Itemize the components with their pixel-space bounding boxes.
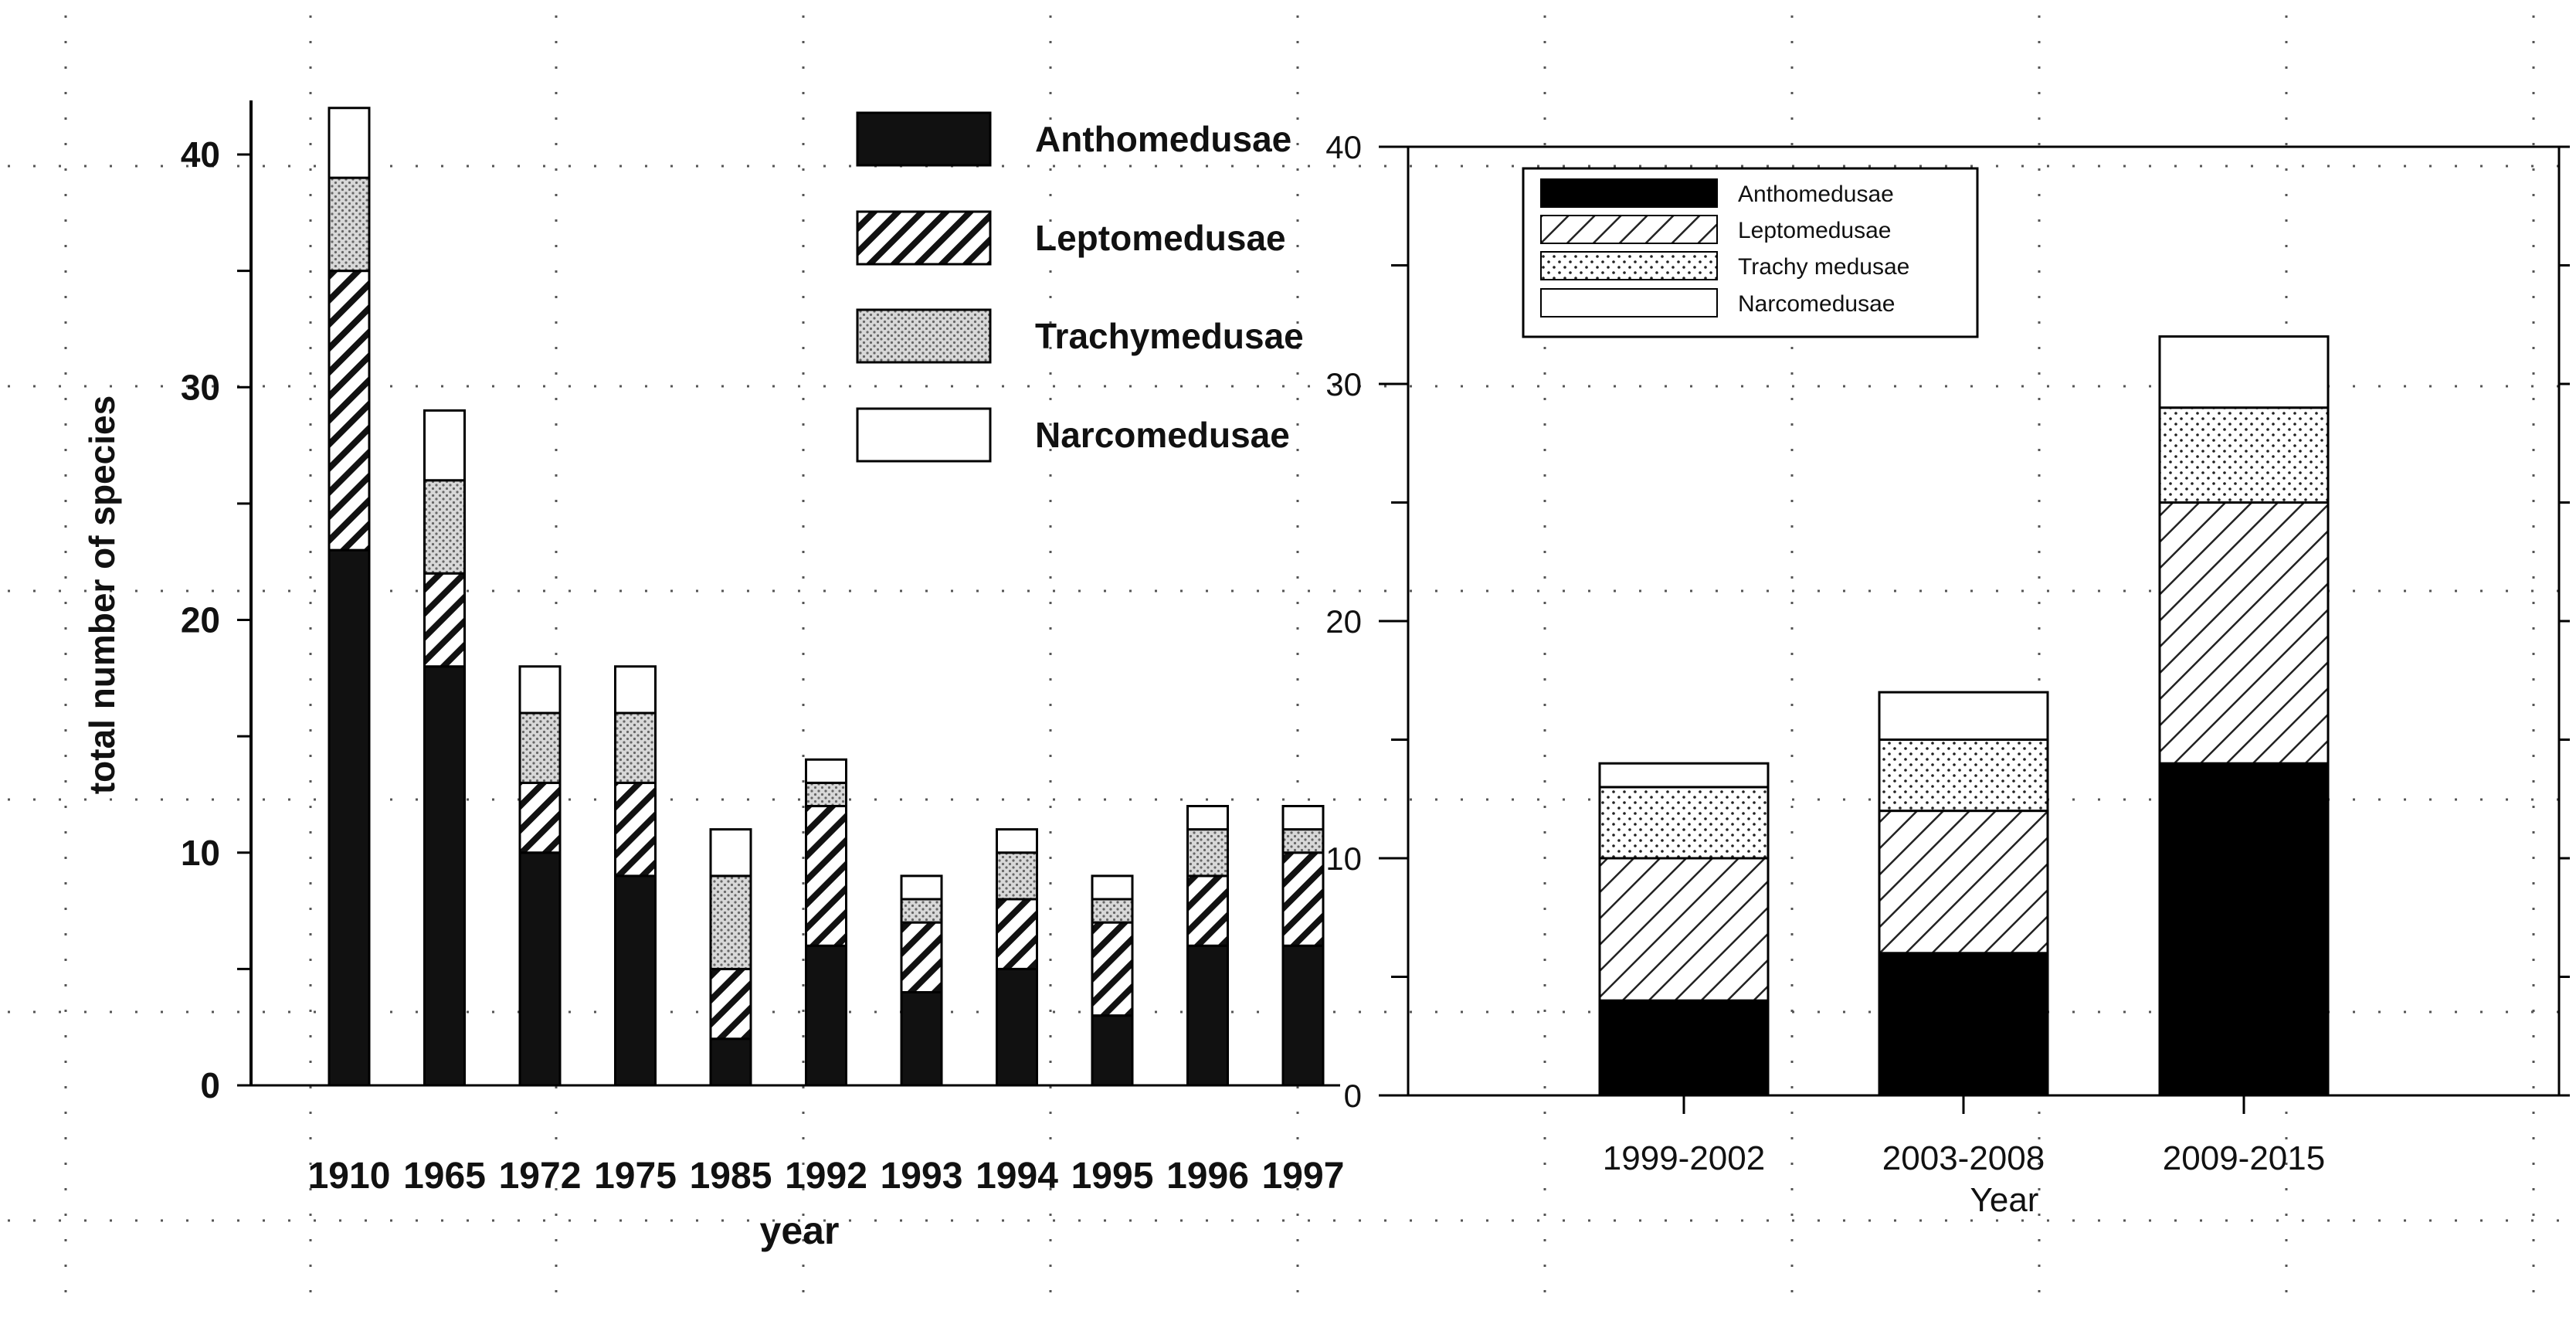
right-legend-label-trachy-medusae: Trachy medusae: [1738, 254, 1910, 280]
left-bar-1997-anthomedusae: [1283, 946, 1323, 1085]
left-bar-1910-leptomedusae: [329, 271, 369, 551]
left-bar-1995-leptomedusae: [1092, 922, 1132, 1016]
left-y-tick-label-0: 0: [200, 1065, 220, 1105]
left-bar-1997-narcomedusae: [1283, 806, 1323, 830]
left-x-tick-label-1996: 1996: [1166, 1156, 1249, 1197]
left-bar-1992-leptomedusae: [806, 806, 847, 946]
left-x-tick-label-1965: 1965: [403, 1156, 486, 1197]
right-x-tick-label-2003-2008: 2003-2008: [1882, 1139, 2045, 1177]
left-bar-1972-anthomedusae: [520, 853, 560, 1085]
left-bar-1910-narcomedusae: [329, 108, 369, 178]
left-bar-1996-leptomedusae: [1188, 876, 1228, 946]
left-legend-swatch-narcomedusae: [857, 409, 990, 461]
left-bar-1975-anthomedusae: [616, 876, 656, 1085]
left-bar-1992-anthomedusae: [806, 946, 847, 1085]
right-legend-label-narcomedusae: Narcomedusae: [1738, 291, 1896, 317]
left-legend-swatch-anthomedusae: [857, 113, 990, 165]
left-x-tick-labels: [308, 1156, 1345, 1197]
left-bar-1965-narcomedusae: [425, 410, 465, 480]
left-bar-1910-anthomedusae: [329, 550, 369, 1085]
right-bar-1999-2002-anthomedusae: [1600, 1000, 1768, 1095]
left-bar-1985-narcomedusae: [711, 830, 751, 876]
left-bar-1992-trachymedusae: [806, 783, 847, 806]
right-bar-1999-2002-leptomedusae: [1600, 858, 1768, 1000]
right-x-tick-label-1999-2002: 1999-2002: [1602, 1139, 1766, 1177]
right-legend-swatch-anthomedusae: [1541, 179, 1717, 207]
chart-right-panel: [1325, 129, 2570, 1219]
right-bar-2009-2015-narcomedusae: [2160, 337, 2328, 408]
left-bar-1995-anthomedusae: [1092, 1016, 1132, 1085]
left-x-tick-label-1972: 1972: [498, 1156, 582, 1197]
left-bar-1996-narcomedusae: [1188, 806, 1228, 830]
right-x-tick-label-2009-2015: 2009-2015: [2162, 1139, 2326, 1177]
left-bar-1993-leptomedusae: [901, 922, 942, 992]
left-x-tick-label-1975: 1975: [594, 1156, 677, 1197]
left-bar-1995-narcomedusae: [1092, 876, 1132, 899]
left-bar-1972-trachymedusae: [520, 713, 560, 783]
left-legend-label-trachymedusae: Trachymedusae: [1035, 316, 1304, 356]
left-bar-1985-leptomedusae: [711, 969, 751, 1038]
right-legend-label-anthomedusae: Anthomedusae: [1738, 182, 1894, 207]
left-bar-1994-trachymedusae: [997, 853, 1037, 899]
right-bar-2009-2015-trachy-medusae: [2160, 408, 2328, 503]
left-bar-1965-leptomedusae: [425, 573, 465, 667]
left-x-tick-label-1993: 1993: [880, 1156, 963, 1197]
left-bar-1975-leptomedusae: [616, 783, 656, 876]
right-legend-swatch-narcomedusae: [1541, 289, 1717, 317]
right-x-axis-title: Year: [1970, 1181, 2039, 1219]
right-y-tick-label-30: 30: [1325, 366, 1362, 402]
right-y-tick-label-0: 0: [1343, 1078, 1362, 1114]
left-bar-1997-leptomedusae: [1283, 853, 1323, 946]
left-bar-1965-anthomedusae: [425, 667, 465, 1085]
left-legend-label-anthomedusae: Anthomedusae: [1035, 119, 1292, 159]
left-y-tick-label-40: 40: [180, 134, 220, 175]
left-y-tick-label-20: 20: [180, 599, 220, 640]
left-bar-1995-trachymedusae: [1092, 899, 1132, 922]
left-x-tick-label-1995: 1995: [1071, 1156, 1154, 1197]
left-bar-1975-narcomedusae: [616, 667, 656, 713]
right-bar-2003-2008-trachy-medusae: [1879, 740, 2048, 811]
left-x-tick-label-1910: 1910: [307, 1156, 391, 1197]
left-legend-swatch-trachymedusae: [857, 310, 990, 362]
left-legend-label-narcomedusae: Narcomedusae: [1035, 415, 1290, 455]
left-bar-1996-trachymedusae: [1188, 830, 1228, 876]
right-bar-2009-2015-anthomedusae: [2160, 763, 2328, 1095]
right-legend-label-leptomedusae: Leptomedusae: [1738, 218, 1892, 243]
left-x-axis-title: year: [759, 1209, 840, 1252]
left-bar-1997-trachymedusae: [1283, 830, 1323, 853]
left-bar-1994-leptomedusae: [997, 899, 1037, 969]
left-y-ticks: [181, 134, 251, 1105]
left-bar-1910-trachymedusae: [329, 178, 369, 271]
right-bar-2003-2008-anthomedusae: [1879, 953, 2048, 1095]
left-bar-1972-narcomedusae: [520, 667, 560, 713]
left-bar-1985-trachymedusae: [711, 876, 751, 969]
left-bar-1972-leptomedusae: [520, 783, 560, 852]
right-bar-1999-2002-narcomedusae: [1600, 763, 1768, 787]
right-bar-1999-2002-trachy-medusae: [1600, 787, 1768, 858]
left-legend-label-leptomedusae: Leptomedusae: [1035, 218, 1286, 258]
right-y-tick-label-40: 40: [1325, 129, 1362, 165]
left-x-tick-label-1992: 1992: [785, 1156, 867, 1197]
left-bar-1965-trachymedusae: [425, 480, 465, 574]
left-bar-1993-anthomedusae: [901, 993, 942, 1086]
left-x-tick-label-1997: 1997: [1261, 1156, 1345, 1197]
left-y-axis-title: total number of species: [82, 395, 122, 795]
left-bar-1994-narcomedusae: [997, 830, 1037, 853]
right-legend-swatch-trachy-medusae: [1541, 252, 1717, 280]
right-bar-2009-2015-leptomedusae: [2160, 503, 2328, 764]
right-legend: [1523, 168, 1977, 337]
right-bars: [1600, 337, 2328, 1095]
left-x-tick-label-1985: 1985: [689, 1156, 772, 1197]
right-x-tick-labels: [1603, 1095, 2325, 1177]
left-bar-1993-trachymedusae: [901, 899, 942, 922]
right-bar-2003-2008-leptomedusae: [1879, 811, 2048, 953]
right-bar-2003-2008-narcomedusae: [1879, 692, 2048, 739]
left-bar-1996-anthomedusae: [1188, 946, 1228, 1085]
chart-left-panel: [82, 100, 1344, 1252]
left-bar-1985-anthomedusae: [711, 1039, 751, 1085]
left-bar-1994-anthomedusae: [997, 969, 1037, 1085]
left-y-tick-label-30: 30: [180, 367, 220, 408]
right-y-tick-label-20: 20: [1325, 603, 1362, 640]
left-bar-1993-narcomedusae: [901, 876, 942, 899]
left-bar-1975-trachymedusae: [616, 713, 656, 783]
left-bar-1992-narcomedusae: [806, 759, 847, 783]
right-legend-swatch-leptomedusae: [1541, 216, 1717, 243]
left-legend-swatch-leptomedusae: [857, 212, 990, 264]
left-x-tick-label-1994: 1994: [976, 1156, 1058, 1197]
right-y-tick-label-10: 10: [1325, 840, 1362, 877]
left-y-tick-label-10: 10: [180, 832, 220, 873]
